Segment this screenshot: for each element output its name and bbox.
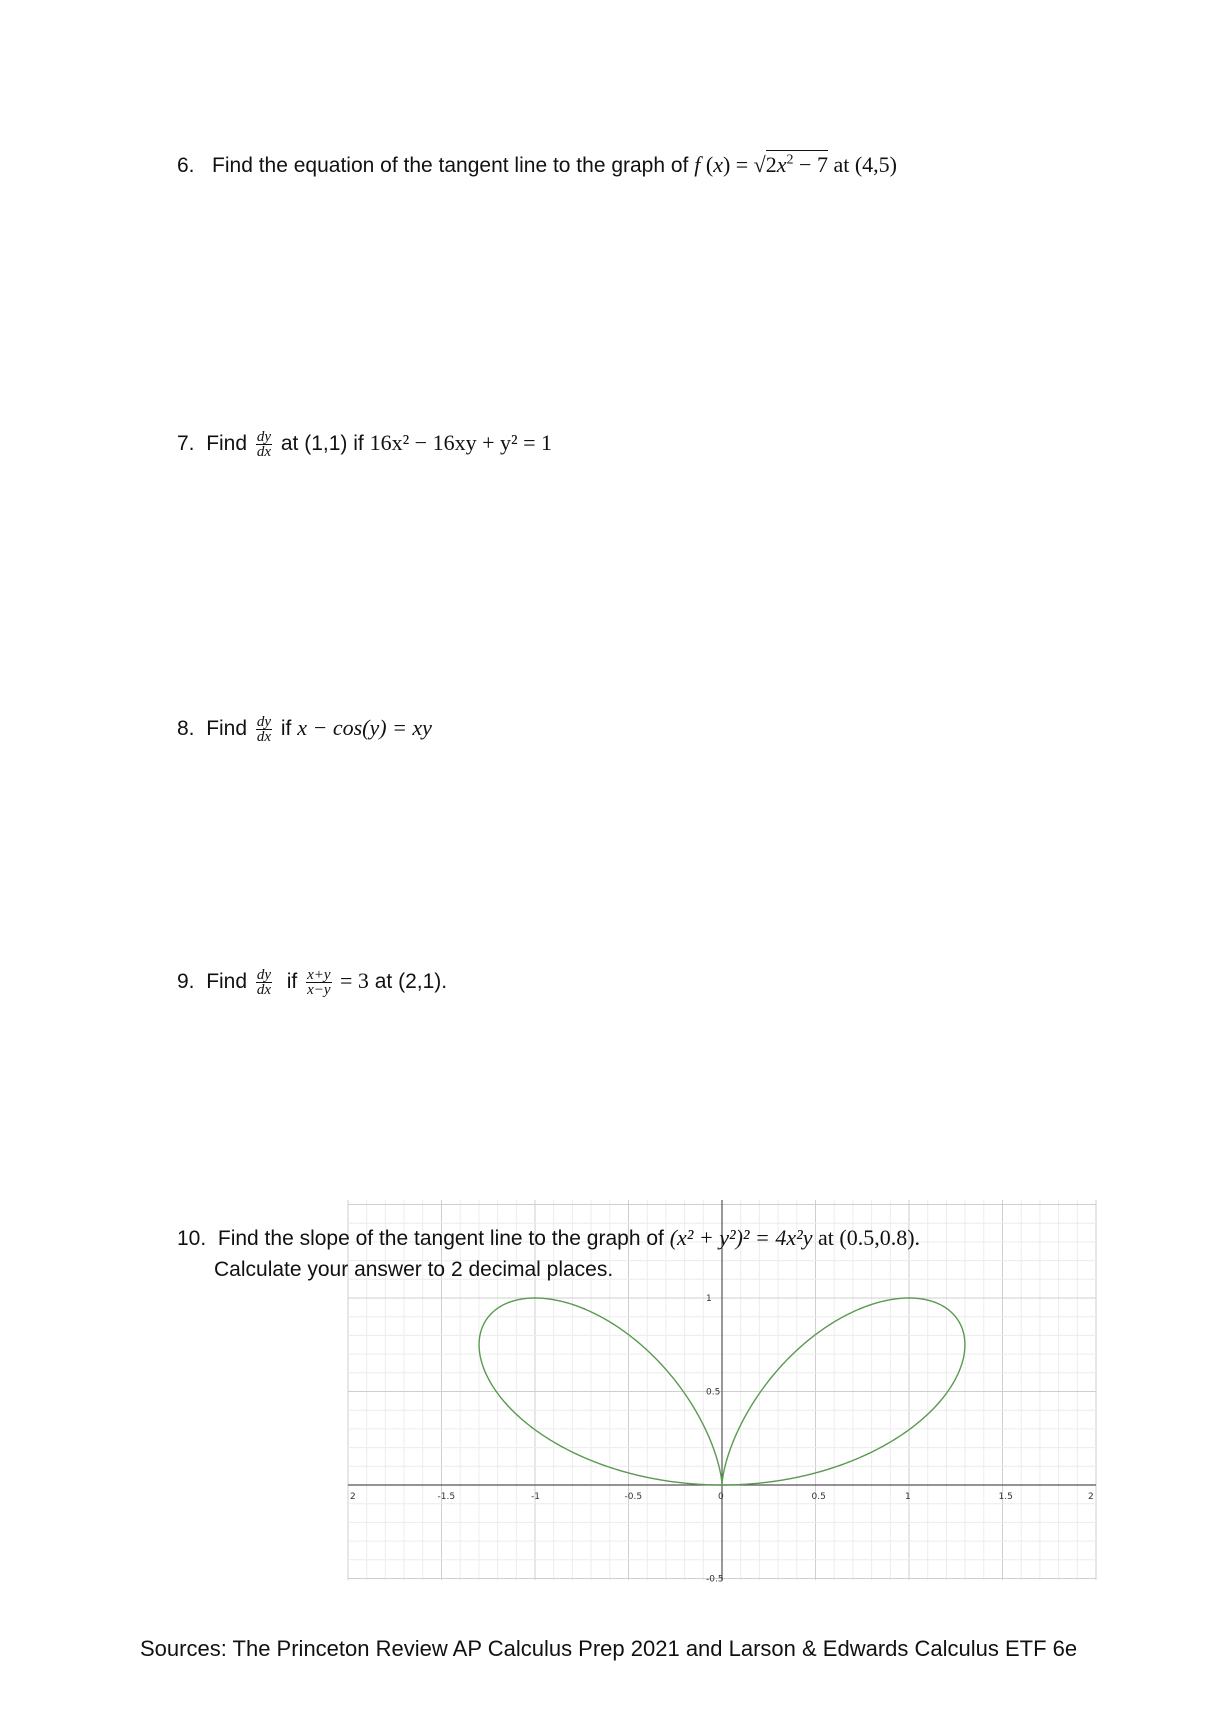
x-tick-label: 0.5 — [811, 1492, 826, 1502]
question-7: 7. Find $\frac{dy}{dx}$ at (1,1) if 16x² − 16xy + y² = 1 — [177, 429, 552, 460]
question-8: 8. Find $\frac{dy}{dx}$ if x − cos(y) = xy — [177, 714, 432, 745]
y-tick-label: 1 — [706, 1294, 712, 1304]
dy-dx-fraction: $\frac{dy}{dx}$ — [256, 429, 272, 460]
x-tick-label: 2 — [350, 1492, 356, 1502]
xy-fraction: $\frac{x+y}{x-y}$ — [307, 967, 331, 998]
x-tick-label: -1.5 — [437, 1492, 456, 1502]
x-tick-label: 2 — [1088, 1492, 1094, 1502]
question-10-line2: Calculate your answer to 2 decimal places. — [214, 1258, 614, 1281]
x-tick-label: -0.5 — [624, 1492, 643, 1502]
x-tick-label: 1 — [905, 1492, 911, 1502]
sources-footer: Sources: The Princeton Review AP Calculus Prep 2021 and Larson & Edwards Calculus ETF 6e — [140, 1636, 1078, 1661]
y-tick-label: -0.5 — [706, 1574, 724, 1585]
x-tick-label: -1 — [531, 1492, 540, 1502]
question-9: 9. Find $\frac{dy}{dx}$ if $\frac{x+y}{x-y}$ = 3 at (2,1). — [177, 967, 448, 998]
x-tick-label: 1.5 — [998, 1492, 1013, 1502]
question-10: 10. Find the slope of the tangent line to the graph of (x² + y²)² = 4x²y at (0.5,0.8). Calculate your answer to 2 decimal places. — [177, 1222, 920, 1285]
dy-dx-fraction: $\frac{dy}{dx}$ — [256, 967, 272, 998]
x-tick-label: 0 — [718, 1492, 724, 1502]
y-tick-label: 0.5 — [706, 1387, 721, 1398]
question-6: 6. Find the equation of the tangent line to the graph of f $(x) = √2x^2 - 7$ at (4,5) — [177, 152, 897, 177]
dy-dx-fraction: $\frac{dy}{dx}$ — [256, 714, 272, 745]
